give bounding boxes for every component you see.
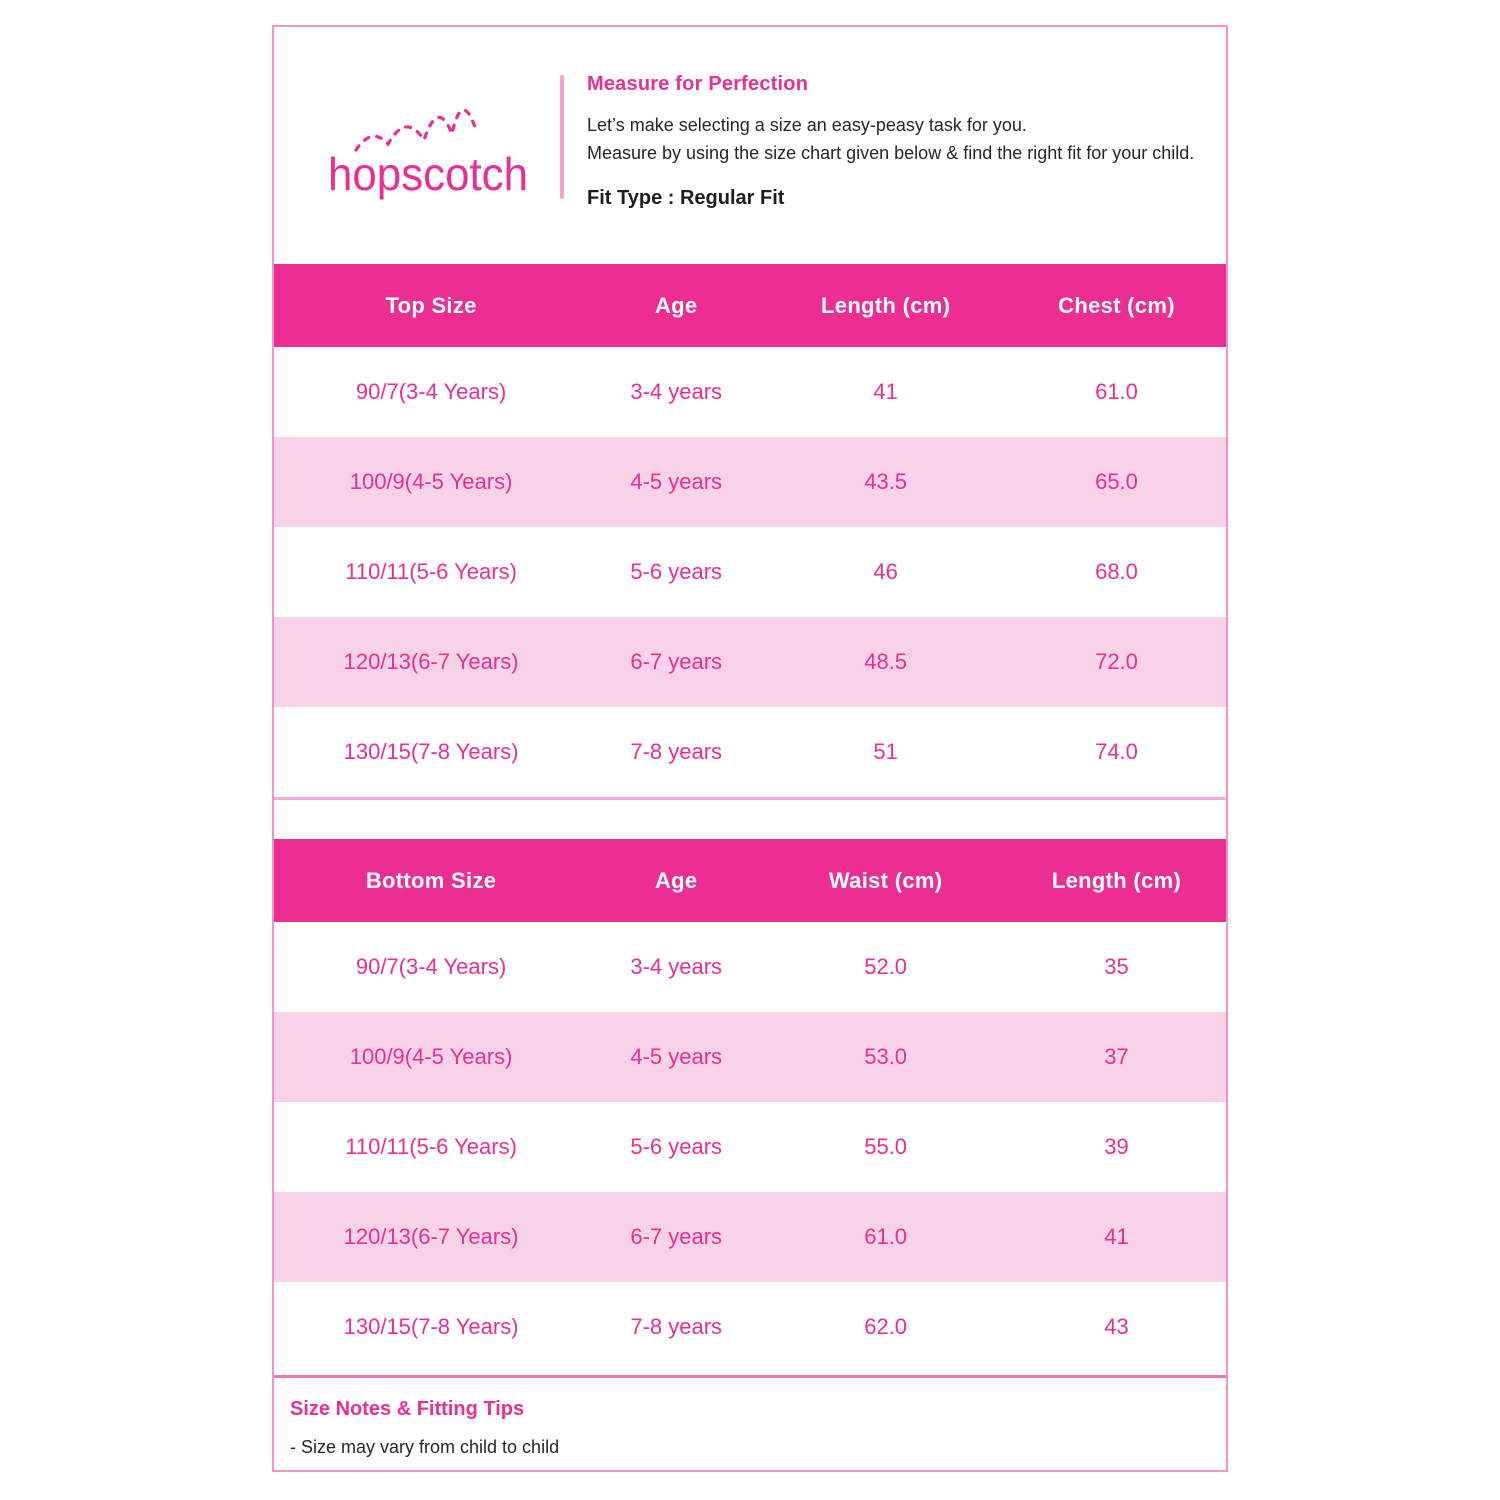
table-cell: 41 (1104, 1224, 1129, 1249)
table-cell: 62.0 (864, 1314, 908, 1339)
size-notes-title: Size Notes & Fitting Tips (290, 1398, 525, 1420)
table-cell: 51 (873, 739, 898, 764)
bottom-size-table (274, 839, 1226, 1372)
table-header-row (274, 264, 1226, 347)
table-cell: 3-4 years (630, 379, 723, 404)
table-cell: 7-8 years (630, 739, 723, 764)
table-cell: 72.0 (1095, 649, 1138, 674)
table-row (274, 1282, 1226, 1372)
column-header: Length (cm) (1051, 867, 1182, 893)
logo-dashed-arc (356, 110, 476, 150)
intro-title: Measure for Perfection (587, 73, 809, 95)
table-cell: 3-4 years (630, 954, 723, 979)
table-row (274, 437, 1226, 527)
column-header: Length (cm) (821, 292, 951, 318)
table-cell: 37 (1104, 1044, 1129, 1069)
table-cell: 90/7(3-4 Years) (355, 379, 507, 404)
table-cell: 74.0 (1095, 739, 1138, 764)
table-cell: 53.0 (864, 1044, 908, 1069)
table-cell: 61.0 (1095, 379, 1138, 404)
table-cell: 52.0 (864, 954, 908, 979)
intro-line-2: Measure by using the size chart given below & find the right fit for your child. (587, 143, 1195, 163)
hopscotch-logo-icon (326, 82, 546, 212)
table-cell: 43 (1104, 1314, 1129, 1339)
table-cell: 41 (873, 379, 898, 404)
table-cell: 4-5 years (630, 469, 723, 494)
table-cell: 100/9(4-5 Years) (349, 1044, 513, 1069)
logo-wordmark: hopscotch (328, 148, 528, 200)
table-row (274, 707, 1226, 797)
brand-logo (326, 82, 546, 212)
fit-type-label: Fit Type : Regular Fit (587, 187, 785, 209)
table-row (274, 1192, 1226, 1282)
table-row (274, 1012, 1226, 1102)
table-cell: 61.0 (864, 1224, 908, 1249)
table-cell: 90/7(3-4 Years) (355, 954, 507, 979)
table-header-row (274, 839, 1226, 922)
table-cell: 46 (873, 559, 898, 584)
table-cell: 130/15(7-8 Years) (343, 739, 519, 764)
table-cell: 6-7 years (630, 649, 723, 674)
table-cell: 35 (1104, 954, 1129, 979)
header-vertical-divider (560, 75, 564, 199)
table-cell: 7-8 years (630, 1314, 723, 1339)
table-cell: 39 (1104, 1134, 1129, 1159)
column-header: Age (654, 867, 698, 893)
table-row (274, 527, 1226, 617)
table-cell: 120/13(6-7 Years) (343, 1224, 519, 1249)
column-header: Chest (cm) (1058, 292, 1175, 318)
table-cell: 55.0 (864, 1134, 908, 1159)
size-notes-section (274, 1375, 1226, 1470)
table-cell: 4-5 years (630, 1044, 723, 1069)
table-cell: 130/15(7-8 Years) (343, 1314, 519, 1339)
table-cell: 5-6 years (630, 1134, 723, 1159)
intro-line-1: Let’s make selecting a size an easy-peasy task for you. (587, 115, 1027, 135)
table-cell: 5-6 years (630, 559, 723, 584)
table-cell: 100/9(4-5 Years) (349, 469, 513, 494)
table-divider (274, 797, 1226, 800)
column-header: Bottom Size (365, 867, 497, 893)
table-body (274, 922, 1226, 1372)
table-row (274, 1102, 1226, 1192)
table-cell: 65.0 (1095, 469, 1138, 494)
table-cell: 68.0 (1095, 559, 1138, 584)
column-header: Top Size (385, 292, 477, 318)
top-size-table (274, 264, 1226, 800)
table-cell: 120/13(6-7 Years) (343, 649, 519, 674)
table-cell: 48.5 (864, 649, 908, 674)
table-cell: 6-7 years (630, 1224, 723, 1249)
table-cell: 110/11(5-6 Years) (345, 559, 517, 584)
table-cell: 43.5 (864, 469, 908, 494)
table-cell: 110/11(5-6 Years) (345, 1134, 517, 1159)
column-header: Age (654, 292, 698, 318)
table-row (274, 347, 1226, 437)
table-row (274, 922, 1226, 1012)
table-body (274, 347, 1226, 797)
size-chart-card (272, 25, 1228, 1472)
table-row (274, 617, 1226, 707)
column-header: Waist (cm) (828, 867, 943, 893)
size-note-item: - Size may vary from child to child (290, 1437, 560, 1457)
intro-section (587, 73, 1199, 210)
